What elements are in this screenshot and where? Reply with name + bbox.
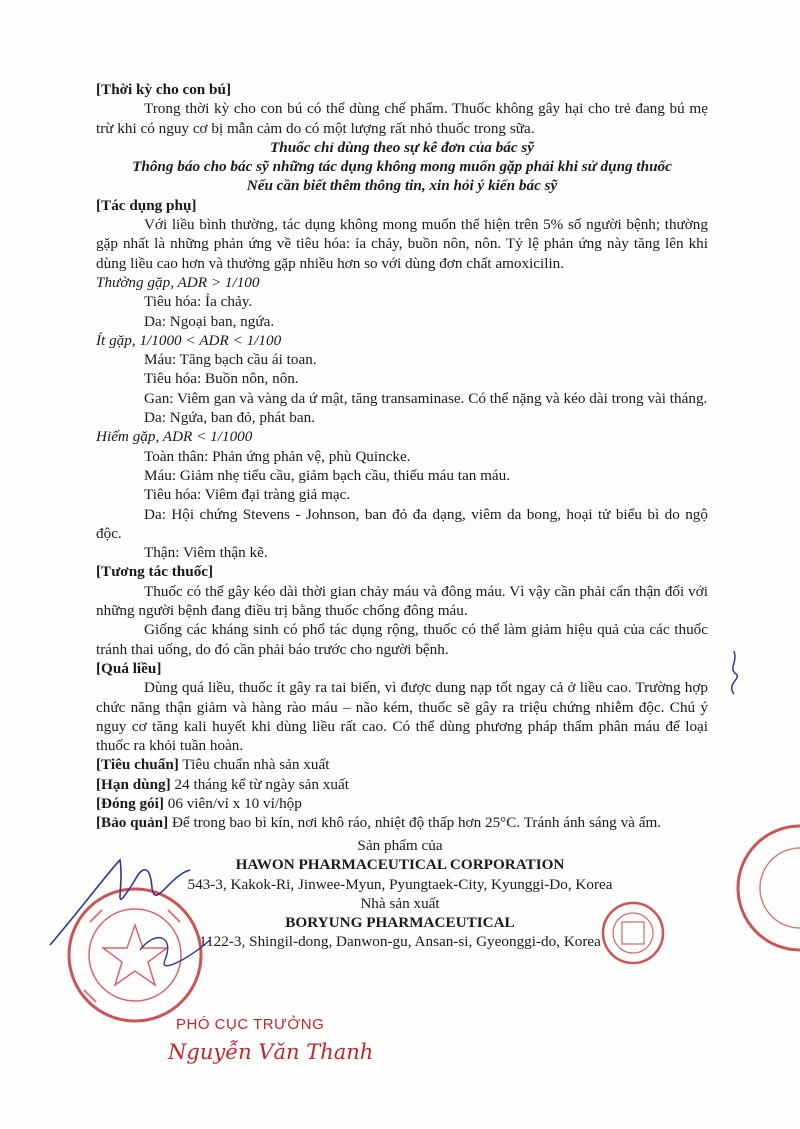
list-item: Thận: Viêm thận kẽ. — [144, 544, 268, 562]
maker-label: Nhà sản xuất — [360, 894, 440, 912]
group-rare-title: Hiếm gặp, ADR < 1/1000 — [96, 428, 253, 446]
lactation-heading: [Thời kỳ cho con bú] — [96, 81, 232, 98]
company-hawon: HAWON PHARMACEUTICAL CORPORATION — [235, 856, 565, 874]
interactions-heading: [Tương tác thuốc] — [96, 563, 214, 581]
list-item: Máu: Giảm nhẹ tiểu cầu, giảm bạch cầu, thiếu máu tan máu. — [144, 466, 511, 484]
list-item: Da: Hội chứng Stevens - Johnson, ban đỏ đa dạng, viêm da bong, hoại tử biểu bì do ngộ độc. — [96, 505, 708, 542]
notice-info: Nếu cần biết thêm thông tin, xin hỏi ý kiến bác sỹ — [246, 177, 558, 195]
spec-value: Để trong bao bì kín, nơi khô ráo, nhiệt độ thấp hơn 25°C. Tránh ánh sáng và ẩm. — [168, 814, 662, 832]
lactation-text: Trong thời kỳ cho con bú có thể dùng chế phẩm. Thuốc không gây hại cho trẻ đang bú mẹ trừ khi có nguy cơ bị mẫn cảm do có một lượng rất nhỏ thuốc trong sữa. — [96, 100, 708, 137]
signature-scribble-icon — [40, 840, 230, 990]
notice-report: Thông báo cho bác sỹ những tác dụng không mong muốn gặp phải khi sử dụng thuốc — [132, 158, 672, 176]
document-body — [96, 80, 708, 833]
list-item: Gan: Viêm gan và vàng da ứ mật, tăng transaminase. Có thể nặng và kéo dài trong vài tháng. — [144, 389, 708, 407]
overdose-heading: [Quá liều] — [96, 659, 162, 677]
group-common-title: Thường gặp, ADR > 1/100 — [96, 273, 260, 291]
notice-prescription: Thuốc chỉ dùng theo sự kê đơn của bác sỹ — [269, 138, 535, 156]
list-item: Toàn thân: Phản ứng phản vệ, phù Quincke. — [144, 447, 411, 465]
spec-standard — [96, 755, 708, 774]
spec-label: [Bảo quản] — [96, 814, 169, 832]
list-item: Da: Ngứa, ban đỏ, phát ban. — [144, 409, 316, 427]
spec-label: [Tiêu chuẩn] — [96, 756, 179, 774]
spec-value: 24 tháng kể từ ngày sản xuất — [170, 775, 349, 793]
address-hawon: 543-3, Kakok-Ri, Jinwee-Myun, Pyungtaek-City, Kyunggi-Do, Korea — [187, 875, 613, 893]
spec-label: [Đóng gói] — [96, 794, 164, 812]
spec-label: [Hạn dùng] — [96, 775, 171, 793]
interactions-paragraph: Thuốc có thể gây kéo dài thời gian chảy máu và đông máu. Vì vậy cần phải cẩn thận đối với những người bệnh đang điều trị bằng thuốc chống đông máu. — [96, 582, 708, 620]
edge-stamp-icon — [730, 818, 800, 958]
overdose-text: Dùng quá liều, thuốc ít gây ra tai biến, vì được dung nạp tốt ngay cả ở liều cao. Trường hợp chức năng thận giảm và hàng rào máu – não kém, thuốc sẽ gây ra triệu chứng nhiễm độc. Chú ý nguy cơ tăng kali huyết khi dùng liều rất cao. Có thể dùng phương pháp thẩm phân máu để loại thuốc ra khỏi tuần hoàn. — [96, 679, 708, 755]
list-item: Máu: Tăng bạch cầu ái toan. — [144, 351, 317, 369]
spec-packaging — [96, 794, 708, 813]
interactions-paragraph: Giống các kháng sinh có phổ tác dụng rộng, thuốc có thể làm giảm hiệu quả của các thuốc tránh thai uống, do đó cần phải báo trước cho người bệnh. — [96, 621, 708, 658]
list-item: Da: Ngoại ban, ngứa. — [144, 312, 275, 330]
side-effects-intro: Với liều bình thường, tác dụng không mong muốn thể hiện trên 5% số người bệnh; thường gặp nhất là những phản ứng về tiêu hóa: ỉa chảy, buồn nôn, nôn. Tỷ lệ phản ứng này tăng lên khi dùng liều cao hơn và thường gặp nhiều hơn so với dùng đơn chất amoxicilin. — [96, 216, 708, 272]
signatory-title: PHÓ CỤC TRƯỞNG — [176, 1016, 325, 1033]
spec-storage — [96, 813, 708, 832]
group-uncommon-title: Ít gặp, 1/1000 < ADR < 1/100 — [96, 331, 282, 349]
spec-value: Tiêu chuẩn nhà sản xuất — [178, 756, 330, 774]
side-effects-heading: [Tác dụng phụ] — [96, 196, 197, 214]
list-item: Tiêu hóa: Buồn nôn, nôn. — [144, 370, 299, 388]
spec-value: 06 viên/vỉ x 10 vỉ/hộp — [163, 794, 302, 812]
address-boryung: 1122-3, Shingil-dong, Danwon-gu, Ansan-si, Gyeonggi-do, Korea — [199, 933, 601, 951]
signatory-name: Nguyễn Văn Thanh — [168, 1040, 374, 1064]
company-seal-icon — [600, 900, 666, 966]
list-item: Tiêu hóa: Ỉa chảy. — [144, 293, 253, 311]
spec-expiry — [96, 775, 708, 794]
product-of-label: Sản phẩm của — [357, 837, 443, 854]
company-boryung: BORYUNG PHARMACEUTICAL — [285, 914, 515, 932]
margin-initial-icon — [720, 648, 750, 698]
list-item: Tiêu hóa: Viêm đại tràng giả mạc. — [144, 486, 351, 504]
